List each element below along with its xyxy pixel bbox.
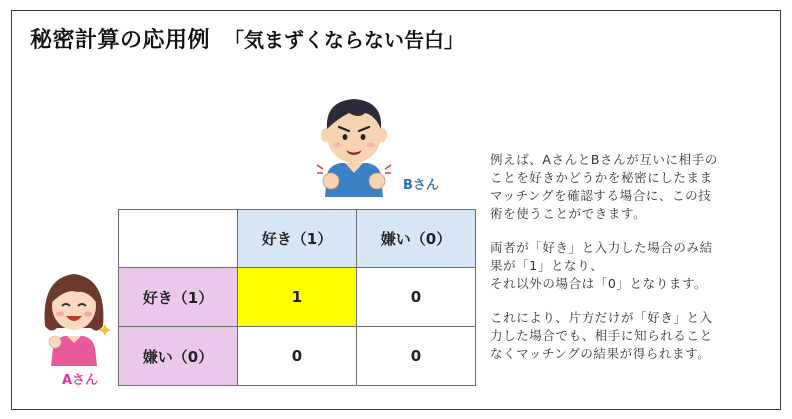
description-line: 力した場合でも、相手に知られること xyxy=(490,328,713,343)
description-line: ことを好きかどうかを秘密にしたまま xyxy=(490,170,713,185)
matrix-corner-cell xyxy=(119,210,238,268)
matrix-col-header-dislike: 嫌い（0） xyxy=(357,210,476,268)
description-line: 両者が「好き」と入力した場合のみ結 xyxy=(490,240,713,255)
matrix-cell-like-like: 1 xyxy=(238,268,357,327)
description-line: これにより、片方だけが「好き」と入 xyxy=(490,310,713,325)
description-line: なくマッチングの結果が得られます。 xyxy=(490,346,711,361)
slide-title: 秘密計算の応用例 xyxy=(30,28,211,53)
matrix-row-like xyxy=(119,268,476,327)
description-line: 例えば、AさんとBさんが互いに相手の xyxy=(490,152,718,167)
description-paragraph xyxy=(490,309,762,363)
matrix-cell-dislike-like: 0 xyxy=(238,327,357,386)
description-paragraph xyxy=(490,151,762,223)
match-matrix xyxy=(118,209,476,386)
description-text xyxy=(490,151,762,379)
matrix-row-header-like: 好き（1） xyxy=(119,268,238,327)
slide-title-group xyxy=(30,23,464,54)
description-line: 術を使うことができます。 xyxy=(490,206,647,221)
description-paragraph xyxy=(490,239,762,293)
matrix-cell-dislike-dislike: 0 xyxy=(357,327,476,386)
slide-frame xyxy=(11,10,781,410)
person-a-illustration xyxy=(37,266,112,366)
matrix-col-header-like: 好き（1） xyxy=(238,210,357,268)
person-b-label: Bさん xyxy=(403,178,439,193)
description-line: 果が「1」となり、 xyxy=(490,258,604,273)
matrix-row-header-dislike: 嫌い（0） xyxy=(119,327,238,386)
description-line: それ以外の場合は「0」となります。 xyxy=(490,276,708,291)
matrix-row-dislike xyxy=(119,327,476,386)
matrix-cell-like-dislike: 0 xyxy=(357,268,476,327)
description-line: マッチングを確認する場合に、この技 xyxy=(490,188,712,203)
person-b-illustration xyxy=(315,95,393,197)
slide-subtitle: 「気まずくならない告白」 xyxy=(224,28,465,52)
person-a-label: Aさん xyxy=(62,373,99,388)
matrix-header-row xyxy=(119,210,476,268)
